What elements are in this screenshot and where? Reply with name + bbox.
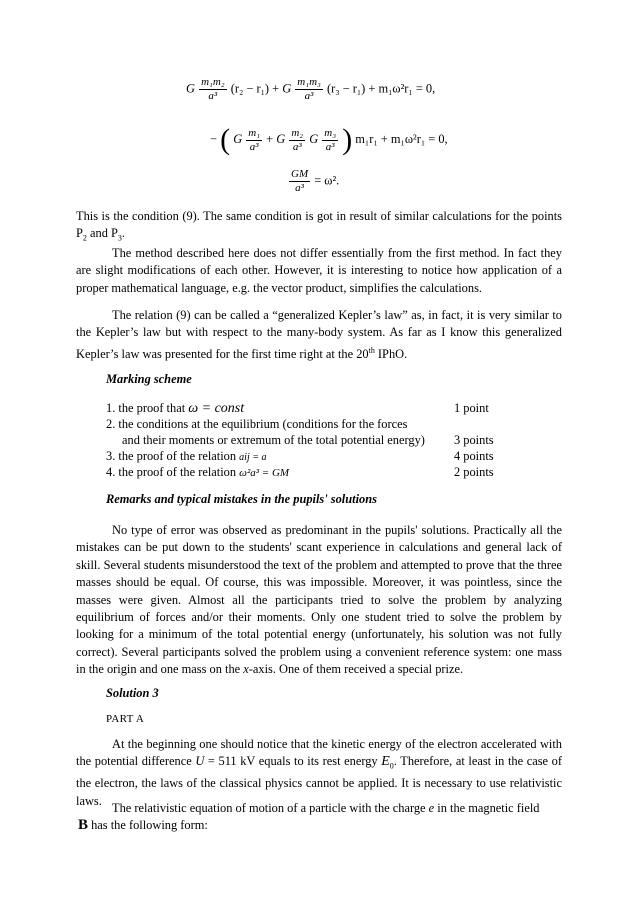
remarks-heading: Remarks and typical mistakes in the pupils' solutions <box>106 492 377 506</box>
p3-end: IPhO. <box>374 346 408 361</box>
eq2-plus: + <box>266 131 274 146</box>
p1-end: . <box>121 226 125 241</box>
p6-mid: in the magnetic field <box>434 801 540 815</box>
eq1-frac1: $\frac{\text{m₁m₂}}{\text{a³}}$ <box>201 76 225 102</box>
p1-text: This is the condition (9). The same condition is got in result of similar calculations for the points P <box>76 209 562 241</box>
p6-B: B <box>78 817 89 833</box>
marking-item-2-text: 2. the conditions at the equilibrium (conditions for the forces <box>106 417 408 431</box>
eq1-G2: G <box>282 81 292 96</box>
marking-item-3-points: 4 points <box>454 449 494 463</box>
eq2-frac3: $\frac{\text{m₃}}{\text{a³}}$ <box>324 126 337 153</box>
p6-end: has the following form: <box>88 818 208 832</box>
marking-item-4-text: 4. the proof of the relation <box>106 465 240 479</box>
marking-item-4-points: 2 points <box>454 465 494 479</box>
p5-mid: = 511 kV equals to its rest energy <box>204 754 382 769</box>
marking-item-2-points: 3 points <box>454 433 494 447</box>
marking-item-2a <box>106 416 562 432</box>
part-a-label: PART A <box>106 713 145 725</box>
p5-E: E <box>381 754 390 770</box>
eq2-G2: G <box>276 131 286 146</box>
equation-3 <box>288 168 339 195</box>
p3-text: The relation (9) can be called a “generalized Kepler’s law” as, in fact, it is very similar to the Kepler’s law but with respect to the many-body system. As far as I know this generalized Kepler’s law was presented for the first time right at the 20 <box>76 308 562 361</box>
p6-e: e <box>428 801 435 815</box>
p4-x: x <box>243 662 249 677</box>
p5-text: At the beginning one should notice that the kinetic energy of the electron accelerated with the potential difference <box>76 737 562 769</box>
eq1-G1: G <box>186 81 195 96</box>
eq2-G1: G <box>233 131 243 146</box>
paragraph-condition <box>76 208 562 247</box>
p1-sub3: 3 <box>117 233 122 243</box>
eq3-frac: $\frac{GM}{\text{a³}}$ <box>291 168 309 194</box>
marking-item-4-formula: ω²a³ = GM <box>239 467 290 479</box>
marking-item-2b-text: and their moments or extremum of the total potential energy) <box>122 433 425 447</box>
marking-item-1-points: 1 point <box>454 401 489 415</box>
marking-item-3-text: 3. the proof of the relation <box>106 449 240 463</box>
equation-2 <box>210 125 448 155</box>
marking-item-4 <box>106 464 562 481</box>
paragraph-electron <box>76 736 562 810</box>
p6-text: The relativistic equation of motion of a particle with the charge <box>112 801 429 815</box>
marking-item-2b <box>106 432 562 448</box>
eq2-close-paren: ) <box>342 123 353 156</box>
eq1-term1: (r₂ − r₁) + <box>230 81 283 96</box>
eq2-open-paren: ( <box>220 123 231 156</box>
eq2-G3: G <box>309 131 319 146</box>
marking-scheme-heading: Marking scheme <box>106 372 192 386</box>
marking-item-1-formula: ω = const <box>188 401 245 416</box>
paragraph-relativistic <box>76 800 562 817</box>
solution-heading: Solution 3 <box>106 686 159 700</box>
paragraph-remarks <box>76 522 562 679</box>
eq2-minus: − <box>210 131 217 146</box>
paragraph-kepler <box>76 307 562 363</box>
paragraph-method: The method described here does not differ essentially from the first method. In fact they are slight modifications of each other. However, it is interesting to notice how application of a proper mathematical language, e.g. the vector product, simplifies the calculations. <box>76 246 562 295</box>
equation-1 <box>186 76 435 103</box>
eq2-frac2: $\frac{\text{m₂}}{\text{a³}}$ <box>291 126 304 153</box>
p1-mid: and P <box>86 226 118 241</box>
marking-item-1-text: 1. the proof that <box>106 401 189 415</box>
p5-end: . Therefore, at least in the case of the electron, the laws of the classical physics cannot be applied. It is necessary to use relativistic laws. <box>76 754 562 808</box>
paragraph-relativistic-line2 <box>78 817 564 834</box>
p4-end: -axis. One of them received a special prize. <box>248 662 464 677</box>
p3-sup: th <box>368 345 375 355</box>
eq2-frac1: $\frac{\text{m₁}}{\text{a³}}$ <box>248 126 261 153</box>
p5-E0: 0 <box>389 761 394 771</box>
eq1-term2: (r₃ − r₁) + m₁ω²r₁ = 0, <box>326 81 436 96</box>
p1-sub2: 2 <box>82 233 87 243</box>
eq2-tail: m₁r₁ + m₁ω²r₁ = 0, <box>355 131 448 146</box>
p5-U: U <box>195 754 205 769</box>
eq1-frac2: $\frac{\text{m₁m₃}}{\text{a³}}$ <box>297 76 321 102</box>
eq3-tail: = ω². <box>314 173 340 188</box>
marking-item-1 <box>106 400 562 417</box>
p4-text: No type of error was observed as predominant in the pupils' solutions. Practically all the mistakes can be put down to the students' scant experience in calculations and general lack of skill. Several students misunderstood the text of the problem and attempted to prove that the three masses should be equal. Of course, this was impossible. Moreover, it was pointless, since the masses were given. Almost all the participants tried to solve the problem by analyzing equilibrium of forces and/or their moments. Only one student tried to solve the problem by looking for a minimum of the total potential energy (unfortunately, his solution was not fully correct). Several participants solved the problem using a convenient reference system: one mass in the origin and one mass on the <box>76 523 562 677</box>
marking-item-3-formula: aij = a <box>239 452 267 463</box>
